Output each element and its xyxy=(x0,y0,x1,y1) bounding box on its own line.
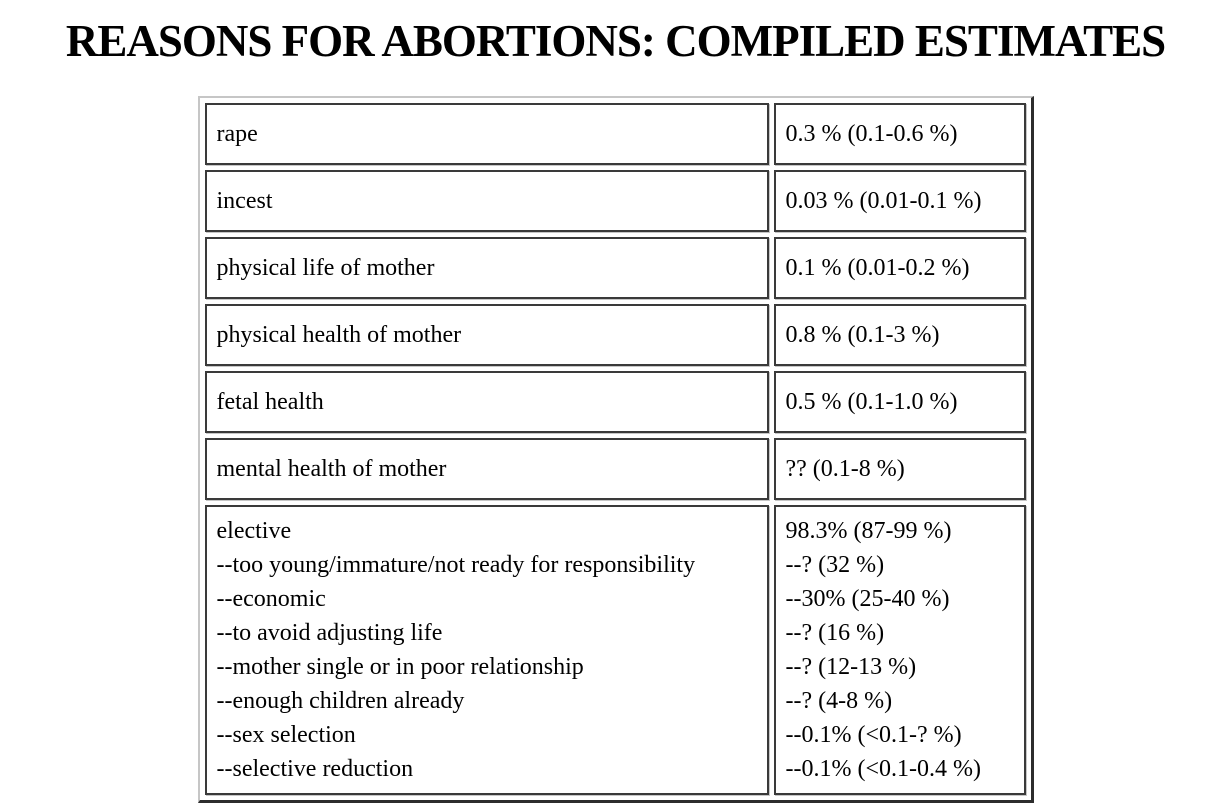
reason-line: incest xyxy=(216,187,273,214)
estimate-line: --? (32 %) xyxy=(785,551,885,578)
page-title: REASONS FOR ABORTIONS: COMPILED ESTIMATES xyxy=(65,16,1166,66)
table-row xyxy=(205,237,1026,299)
estimate-line: 0.5 % (0.1-1.0 %) xyxy=(785,388,958,415)
page xyxy=(0,16,1231,794)
table-row xyxy=(205,438,1026,500)
estimate-line: --? (16 %) xyxy=(785,619,885,646)
estimate-cell xyxy=(774,505,1026,795)
reason-line: --too young/immature/not ready for responsibility xyxy=(216,551,696,578)
reason-line: rape xyxy=(216,120,258,147)
estimates-table-body xyxy=(205,103,1026,795)
reason-line: mental health of mother xyxy=(216,455,447,482)
reason-line: --to avoid adjusting life xyxy=(216,619,443,646)
reason-cell xyxy=(205,304,769,366)
table-row xyxy=(205,304,1026,366)
estimate-line: 0.3 % (0.1-0.6 %) xyxy=(785,120,958,147)
estimate-line: 0.03 % (0.01-0.1 %) xyxy=(785,187,982,214)
estimate-line: --? (12-13 %) xyxy=(785,653,917,680)
estimate-line: --? (4-8 %) xyxy=(785,687,893,714)
estimate-cell xyxy=(774,371,1026,433)
reason-line: physical life of mother xyxy=(216,254,435,281)
reason-line: --sex selection xyxy=(216,721,356,748)
estimate-line: 0.8 % (0.1-3 %) xyxy=(785,321,940,348)
table-row xyxy=(205,103,1026,165)
reason-cell xyxy=(205,103,769,165)
table-row xyxy=(205,371,1026,433)
reason-line: physical health of mother xyxy=(216,321,462,348)
reason-line: elective xyxy=(216,517,292,544)
estimate-line: ?? (0.1-8 %) xyxy=(785,455,905,482)
estimate-line: 0.1 % (0.01-0.2 %) xyxy=(785,254,970,281)
reason-line: --mother single or in poor relationship xyxy=(216,653,584,680)
estimate-cell xyxy=(774,103,1026,165)
estimate-cell xyxy=(774,170,1026,232)
estimate-line: 98.3% (87-99 %) xyxy=(785,517,952,544)
table-row xyxy=(205,170,1026,232)
reason-cell xyxy=(205,170,769,232)
reason-cell xyxy=(205,371,769,433)
reason-line: --selective reduction xyxy=(216,755,414,782)
table-row xyxy=(205,505,1026,795)
estimate-cell xyxy=(774,237,1026,299)
reason-line: --enough children already xyxy=(216,687,465,714)
estimates-table xyxy=(198,96,1034,803)
estimate-line: --0.1% (<0.1-0.4 %) xyxy=(785,755,981,782)
reason-cell xyxy=(205,237,769,299)
estimate-line: --0.1% (<0.1-? %) xyxy=(785,721,962,748)
estimate-cell xyxy=(774,304,1026,366)
reason-cell xyxy=(205,438,769,500)
estimate-line: --30% (25-40 %) xyxy=(785,585,950,612)
estimate-cell xyxy=(774,438,1026,500)
reason-line: --economic xyxy=(216,585,326,612)
reason-cell xyxy=(205,505,769,795)
reason-line: fetal health xyxy=(216,388,324,415)
